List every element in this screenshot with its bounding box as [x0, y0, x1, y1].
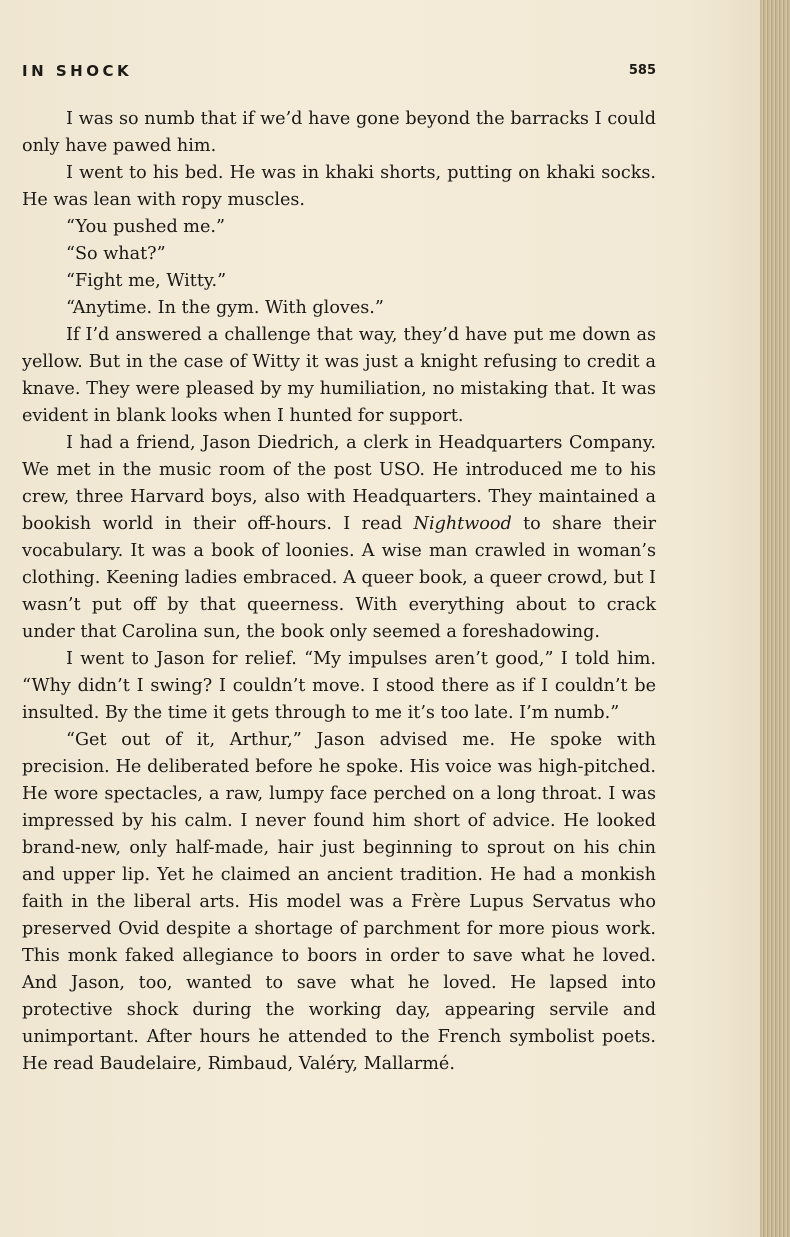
book-title: Nightwood: [413, 514, 512, 534]
paragraph: I went to his bed. He was in khaki shorts, putting on khaki socks. He was lean with ropy muscles.: [22, 163, 656, 210]
chapter-title: IN SHOCK: [22, 62, 133, 80]
dialogue-line: “So what?”: [66, 244, 166, 264]
body-text: [22, 106, 656, 1078]
paragraph: [22, 430, 656, 646]
paragraph: I was so numb that if we’d have gone beyond the barracks I could only have pawed him.: [22, 109, 656, 156]
dialogue-line: “Anytime. In the gym. With gloves.”: [66, 298, 384, 318]
page-edge-texture: [760, 0, 790, 1237]
running-head: [22, 62, 656, 84]
dialogue-line: “Fight me, Witty.”: [66, 271, 227, 291]
paragraph-text: to share their vocabulary. It was a book of loonies. A wise man crawled in woman’s clothing. Keening ladies embraced. A queer book, a queer crowd, but I wasn’t put off by that queerness. With everything about to crack under that Carolina sun, the book only seemed a foreshadowing.: [22, 514, 656, 642]
paragraph: I went to Jason for relief. “My impulses aren’t good,” I told him. “Why didn’t I swing? I couldn’t move. I stood there as if I couldn’t be insulted. By the time it gets through to me it’s too late. I’m numb.”: [22, 649, 656, 723]
paragraph: “Get out of it, Arthur,” Jason advised me. He spoke with precision. He deliberated before he spoke. His voice was high-pitched. He wore spectacles, a raw, lumpy face perched on a long throat. I was impressed by his calm. I never found him short of advice. He looked brand-new, only half-made, hair just beginning to sprout on his chin and upper lip. Yet he claimed an ancient tradition. He had a monkish faith in the liberal arts. His model was a Frère Lupus Servatus who preserved Ovid despite a shortage of parchment for more pious work. This monk faked allegiance to boors in order to save what he loved. And Jason, too, wanted to save what he loved. He lapsed into protective shock during the working day, appearing servile and unimportant. After hours he attended to the French symbolist poets. He read Baudelaire, Rimbaud, Valéry, Mallarmé.: [22, 730, 656, 1074]
page-number: 585: [628, 63, 656, 78]
paragraph: If I’d answered a challenge that way, they’d have put me down as yellow. But in the case of Witty it was just a knight refusing to credit a knave. They were pleased by my humiliation, no mistaking that. It was evident in blank looks when I hunted for support.: [22, 325, 656, 426]
dialogue-line: “You pushed me.”: [66, 217, 225, 237]
paragraph-text: I had a friend, Jason Diedrich, a clerk in Headquarters Company. We met in the music room of the post USO. He introduced me to his crew, three Harvard boys, also with Headquarters. They maintained a bookish world in their off-hours. I read: [22, 433, 656, 534]
